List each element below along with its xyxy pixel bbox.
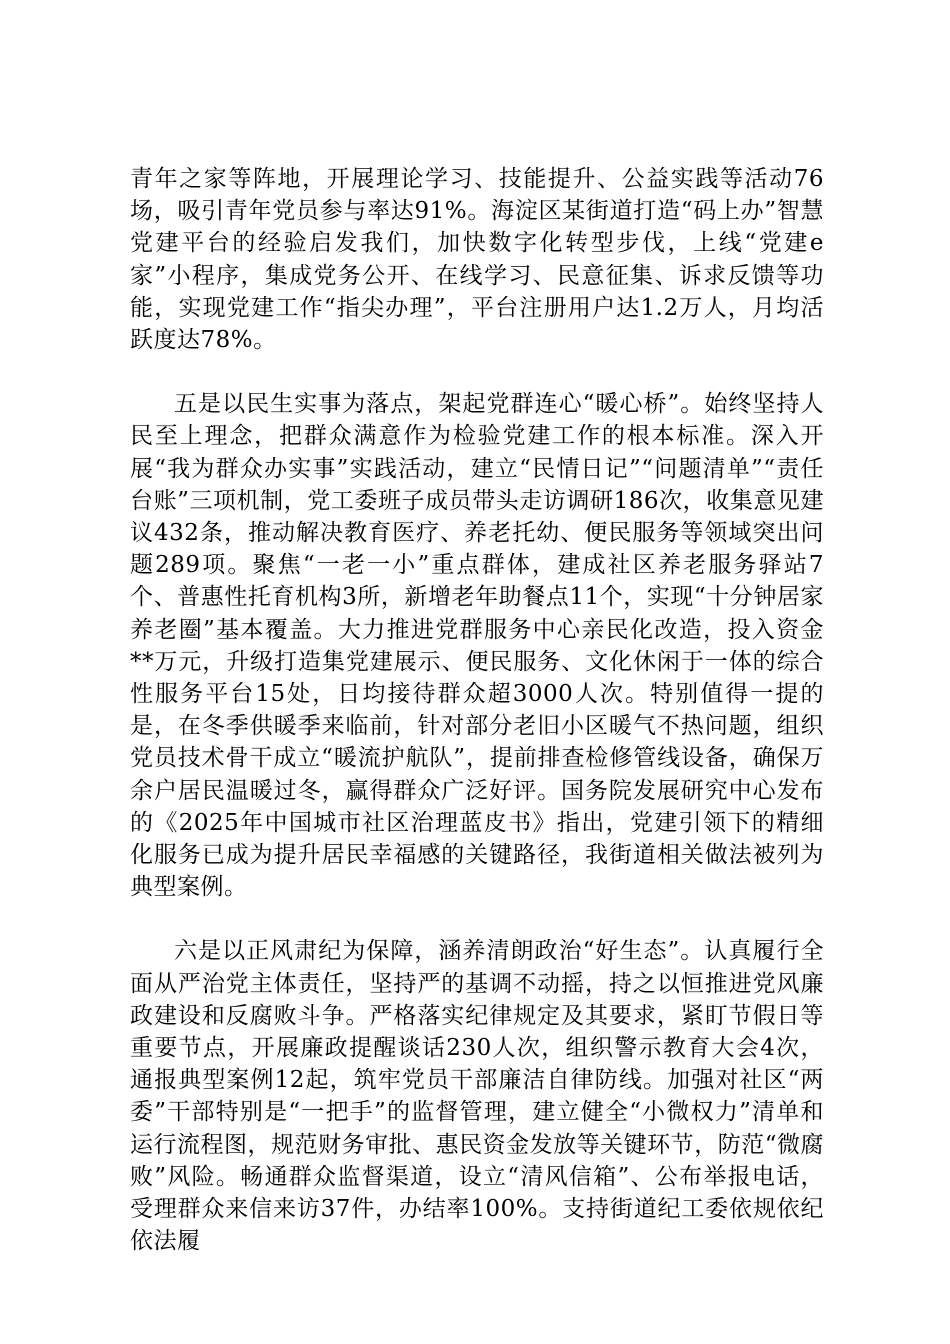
- paragraph-livelihood: 五是以民生实事为落点，架起党群连心“暖心桥”。始终坚持人民至上理念，把群众满意作为检验党建工作的根本标准。深入开展“我为群众办实事”实践活动，建立“民情日记”“问题清单”“责任台账”三项机制，党工委班子成员带头走访调研186次，收集意见建议432条，推动解决教育医疗、养老托幼、便民服务等领域突出问题289项。聚焦“一老一小”重点群体，建成社区养老服务驿站7个、普惠性托育机构3所，新增老年助餐点11个，实现“十分钟居家养老圈”基本覆盖。大力推进党群服务中心亲民化改造，投入资金**万元，升级打造集党建展示、便民服务、文化休闲于一体的综合性服务平台15处，日均接待群众超3000人次。特别值得一提的是，在冬季供暖季来临前，针对部分老旧小区暖气不热问题，组织党员技术骨干成立“暖流护航队”，提前排查检修管线设备，确保万余户居民温暖过冬，赢得群众广泛好评。国务院发展研究中心发布的《2025年中国城市社区治理蓝皮书》指出，党建引领下的精细化服务已成为提升居民幸福感的关键路径，我街道相关做法被列为典型案例。: [130, 391, 824, 901]
- paragraph-gap: [130, 356, 824, 388]
- paragraph-youth-and-digital: 青年之家等阵地，开展理论学习、技能提升、公益实践等活动76场，吸引青年党员参与率达91%。海淀区某街道打造“码上办”智慧党建平台的经验启发我们，加快数字化转型步伐，上线“党建e家”小程序，集成党务公开、在线学习、民意征集、诉求反馈等功能，实现党建工作“指尖办理”，平台注册用户达1.2万人，月均活跃度达78%。: [130, 166, 824, 354]
- document-body: [130, 163, 824, 1258]
- paragraph-discipline: 六是以正风肃纪为保障，涵养清朗政治“好生态”。认真履行全面从严治党主体责任，坚持严的基调不动摇，持之以恒推进党风廉政建设和反腐败斗争。严格落实纪律规定及其要求，紧盯节假日等重要节点，开展廉政提醒谈话230人次，组织警示教育大会4次，通报典型案例12起，筑牢党员干部廉洁自律防线。加强对社区“两委”干部特别是“一把手”的监督管理，建立健全“小微权力”清单和运行流程图，规范财务审批、惠民资金发放等关键环节，防范“微腐败”风险。畅通群众监督渠道，设立“清风信箱”、公布举报电话，受理群众来信来访37件，办结率100%。支持街道纪工委依规依纪依法履: [130, 938, 824, 1255]
- paragraph-gap: [130, 903, 824, 935]
